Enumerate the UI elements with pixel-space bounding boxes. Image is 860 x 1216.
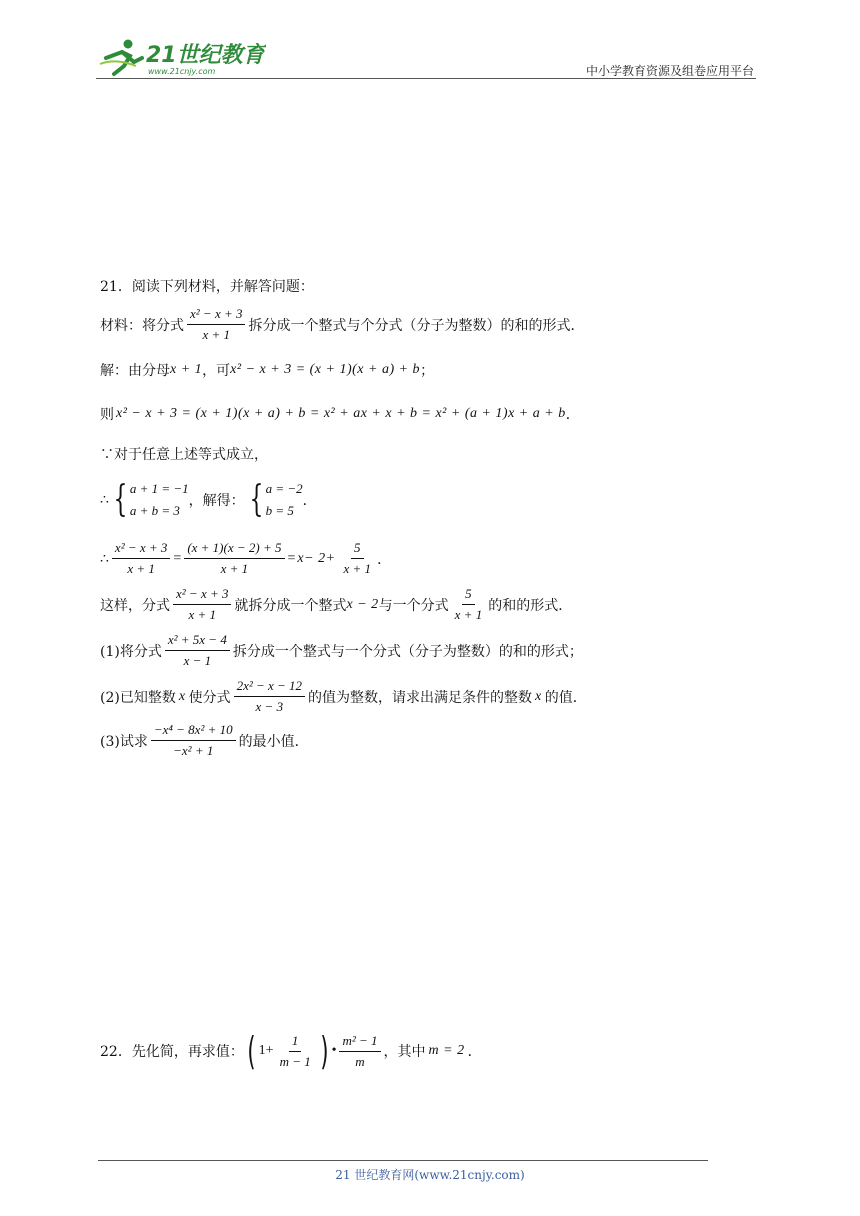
q21-material: 材料：将分式 $\frac{\text{x² − x + 3}}{x + 1}$ 拆分成一个整式与个分式（分子为整数）的和的形式． (100, 306, 585, 342)
logo-url: www.21cnjy.com (148, 67, 216, 76)
q21-intro: 21．阅读下列材料，并解答问题： (100, 279, 314, 295)
site-name: 中小学教育资源及组卷应用平台 (585, 64, 754, 78)
footer-divider (98, 1160, 708, 1161)
q21-solution: 解：由分母 x + 1 ，可 x² − x + 3 = (x + 1)(x + a) + b ； (100, 362, 435, 379)
header-divider (96, 78, 756, 79)
q21-systems: ∴ { a + 1 = −1 a + b = 3 ，解得： { a = −2 b = 5 ． (100, 479, 317, 520)
q21-part1: (1)将分式 $\frac{\text{x² + 5x − 4}}{x - 1}$ 拆分成一个整式与一个分式（分子为整数）的和的形式； (100, 632, 583, 668)
q21-conclusion: 这样，分式 $\frac{\text{x² − x + 3}}{x + 1}$ 就拆分成一个整式 x − 2 与一个分式 $\frac{5}{x + 1}$ 的和的形式． (100, 586, 573, 622)
q21-part3: (3)试求 $\frac{\text{−x⁴ − 8x² + 10}}{\text{−x² + 1}}$ 的最小值． (100, 722, 309, 758)
logo-text: 21世纪教育 (146, 43, 265, 68)
q21-because: ∵对于任意上述等式成立， (100, 447, 268, 463)
equation-system: a + 1 = −1 a + b = 3 (129, 481, 189, 518)
runner-logo-icon (100, 40, 142, 75)
q21-result: ∴ $\frac{\text{x² − x + 3}}{x + 1}$ = $\frac{(x + 1)(x - 2) + 5}{x + 1}$ = x− 2+ $\frac{5}{x + 1}$ ． (100, 540, 392, 576)
footer-text[interactable]: 21 世纪教育网(www.21cnjy.com) (335, 1168, 525, 1182)
q21-part2: (2)已知整数 x 使分式 $\frac{\text{2x² − x − 12}}{x - 3}$ 的值为整数，请求出满足条件的整数 x 的值． (100, 678, 587, 714)
q22: 22．先化简，再求值： ( 1+ $\frac{1}{m - 1}$ ) • $\frac{\text{m² − 1}}{m}$ ，其中 m = 2 ． (100, 1029, 482, 1073)
solution-system: a = −2 b = 5 (265, 481, 303, 518)
q21-expansion: 则 x² − x + 3 = (x + 1)(x + a) + b = x² + ax + x + b = x² + (a + 1)x + a + b ． (100, 406, 580, 423)
fraction: $\frac{\text{x² − x + 3}}{x + 1}$ (187, 306, 245, 343)
site-logo (96, 36, 266, 78)
